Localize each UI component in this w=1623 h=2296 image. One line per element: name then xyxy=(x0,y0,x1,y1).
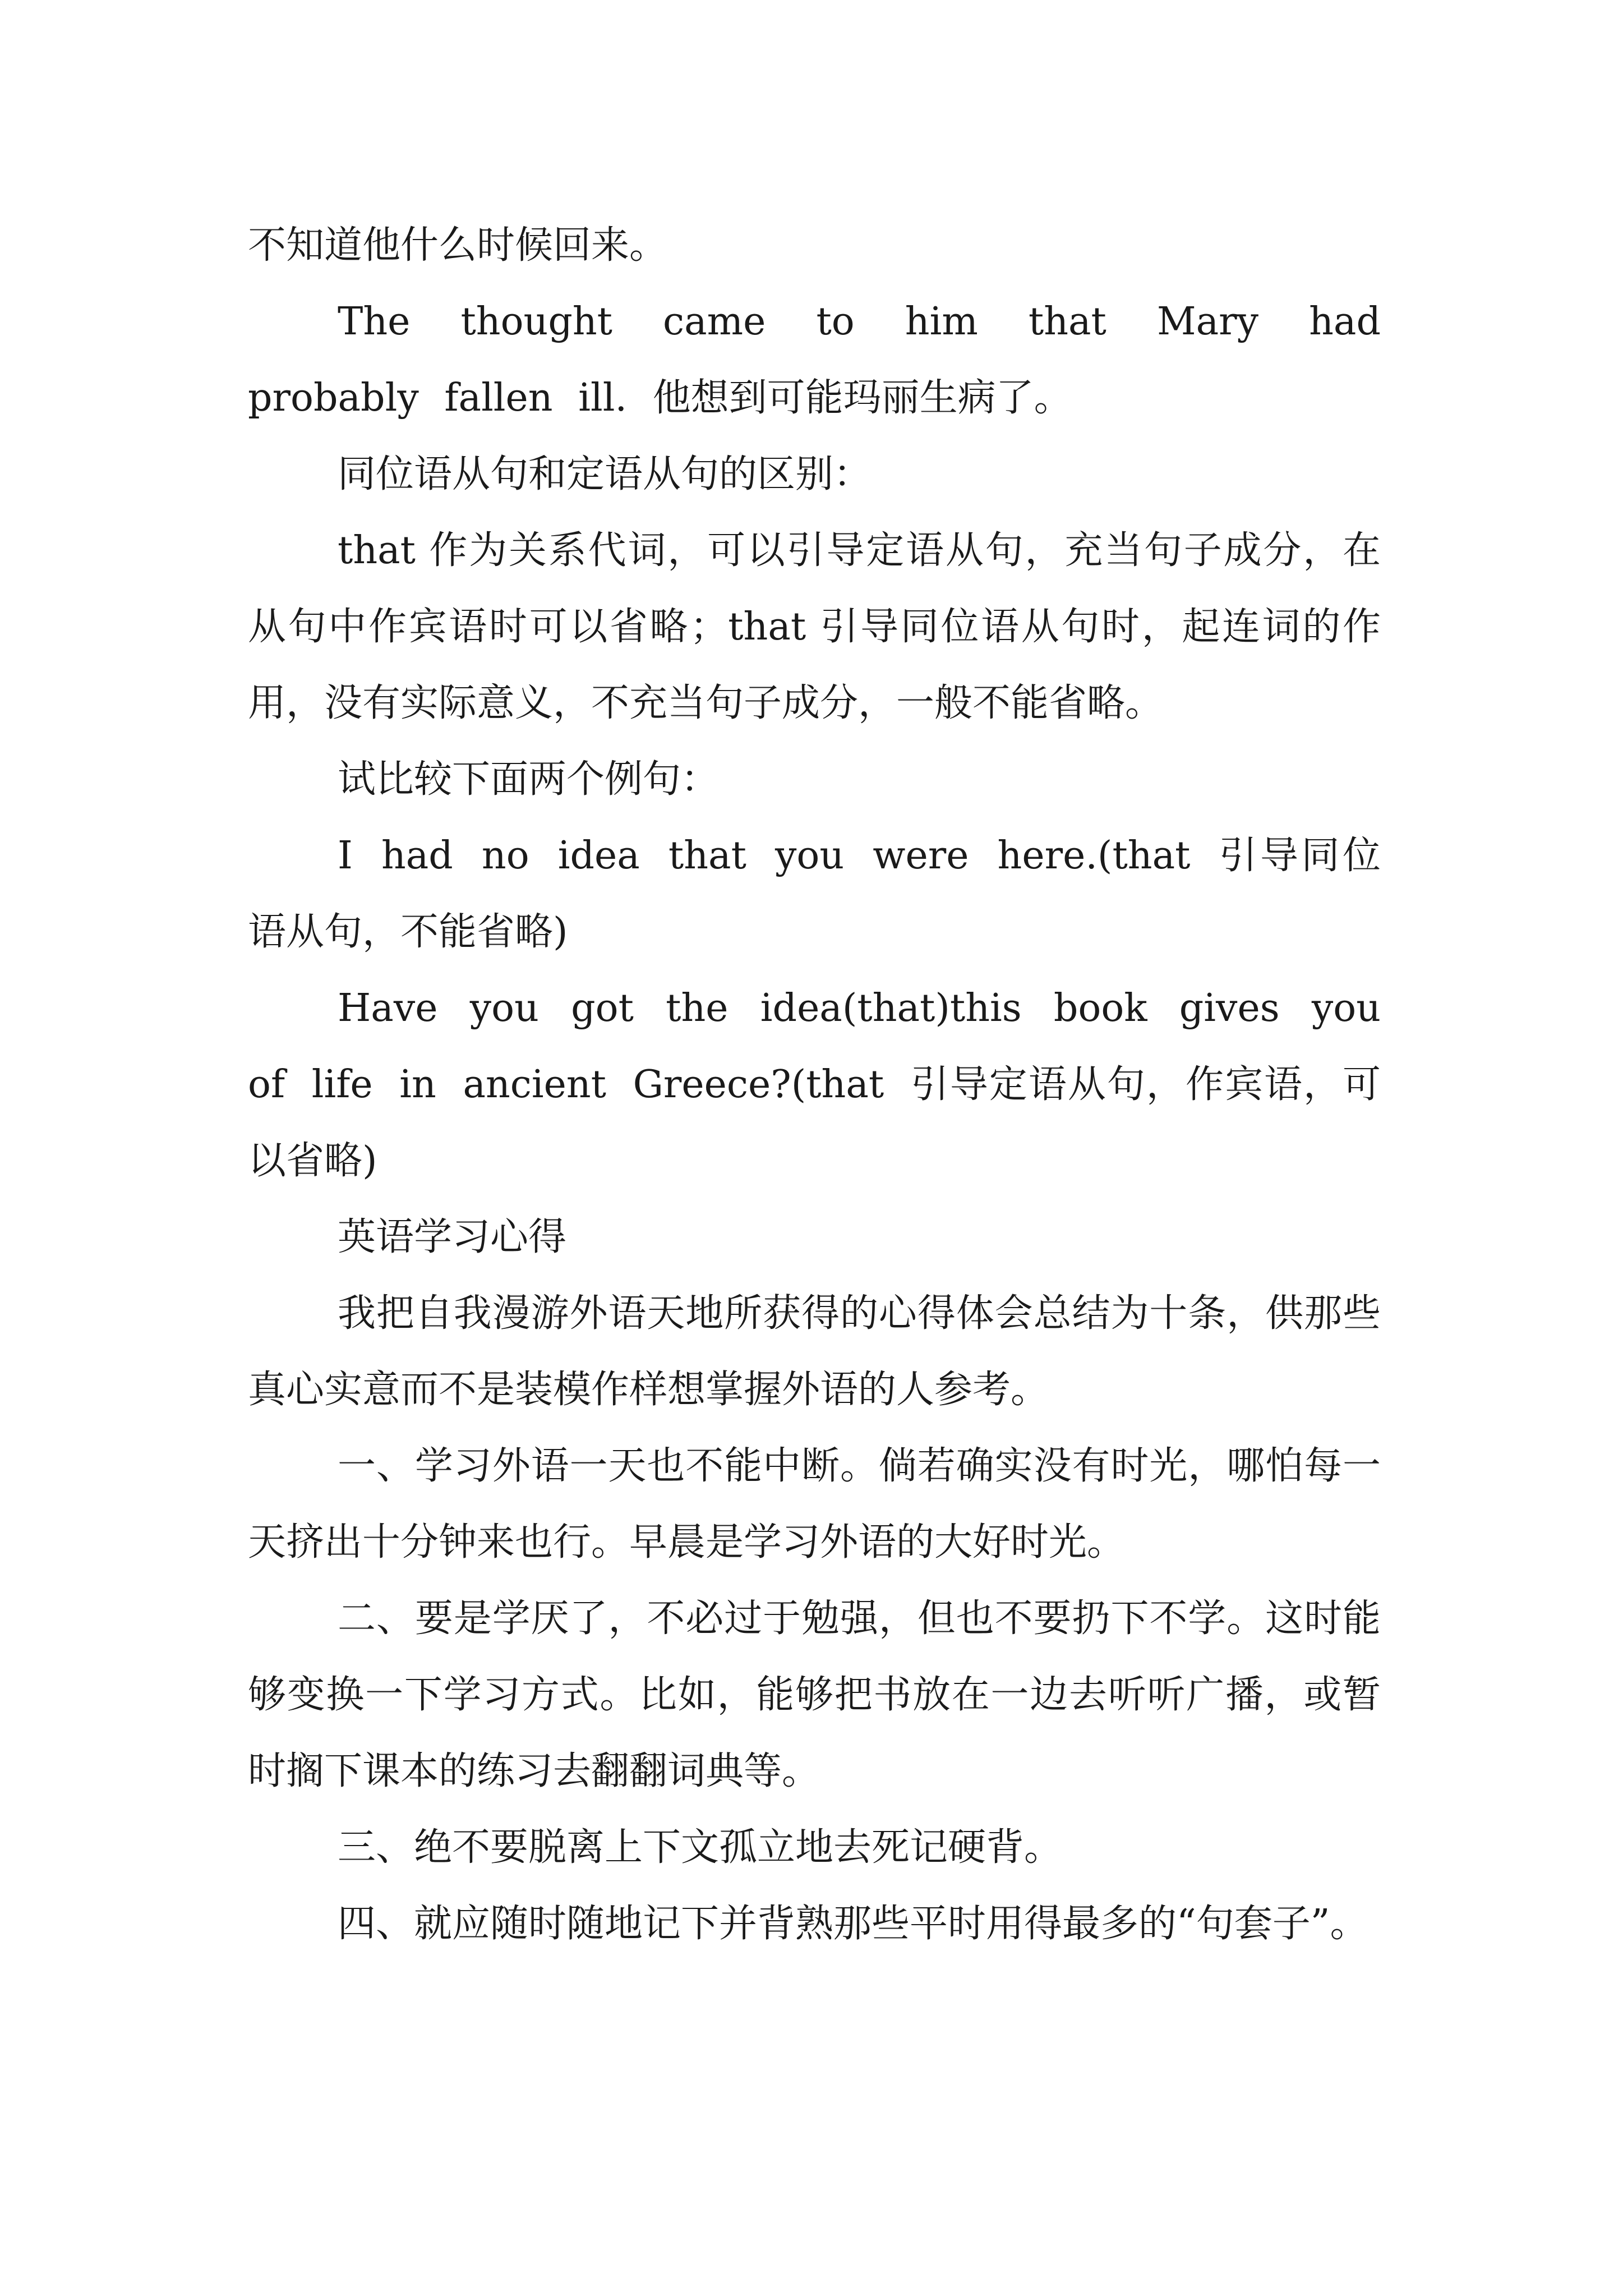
paragraph-6: I had no idea that you were here.(that 引导同位语从句，不能省略) xyxy=(248,834,1381,954)
paragraph-9: 我把自我漫游外语天地所获得的心得体会总结为十条，供那些真心实意而不是装模作样想掌握外语的人参考。 xyxy=(248,1291,1381,1412)
paragraph-7: Have you got the idea(that)this book gives you of life in ancient Greece?(that 引导定语从句，作宾语，可以省略) xyxy=(248,986,1381,1183)
paragraph-1: 不知道他什么时候回来。 xyxy=(248,223,668,268)
paragraph-4: that 作为关系代词，可以引导定语从句，充当句子成分，在从句中作宾语时可以省略；that 引导同位语从句时，起连词的作用，没有实际意义，不充当句子成分，一般不能省略。 xyxy=(248,528,1381,725)
paragraph-12: 三、绝不要脱离上下文孤立地去死记硬背。 xyxy=(338,1825,1063,1870)
paragraph-2: The thought came to him that Mary had probably fallen ill. 他想到可能玛丽生病了。 xyxy=(248,300,1381,420)
paragraph-3: 同位语从句和定语从句的区别： xyxy=(338,452,872,496)
paragraph-11: 二、要是学厌了，不必过于勉强，但也不要扔下不学。这时能够变换一下学习方式。比如，能够把书放在一边去听听广播，或暂时搁下课本的练习去翻翻词典等。 xyxy=(248,1596,1381,1793)
paragraph-10: 一、学习外语一天也不能中断。倘若确实没有时光，哪怕每一天挤出十分钟来也行。早晨是学习外语的大好时光。 xyxy=(248,1444,1381,1565)
paragraph-5: 试比较下面两个例句： xyxy=(338,757,720,802)
paragraph-13: 四、就应随时随地记下并背熟那些平时用得最多的“句套子”。 xyxy=(338,1902,1368,1946)
document-body xyxy=(248,208,1381,1962)
paragraph-8: 英语学习心得 xyxy=(338,1215,567,1259)
